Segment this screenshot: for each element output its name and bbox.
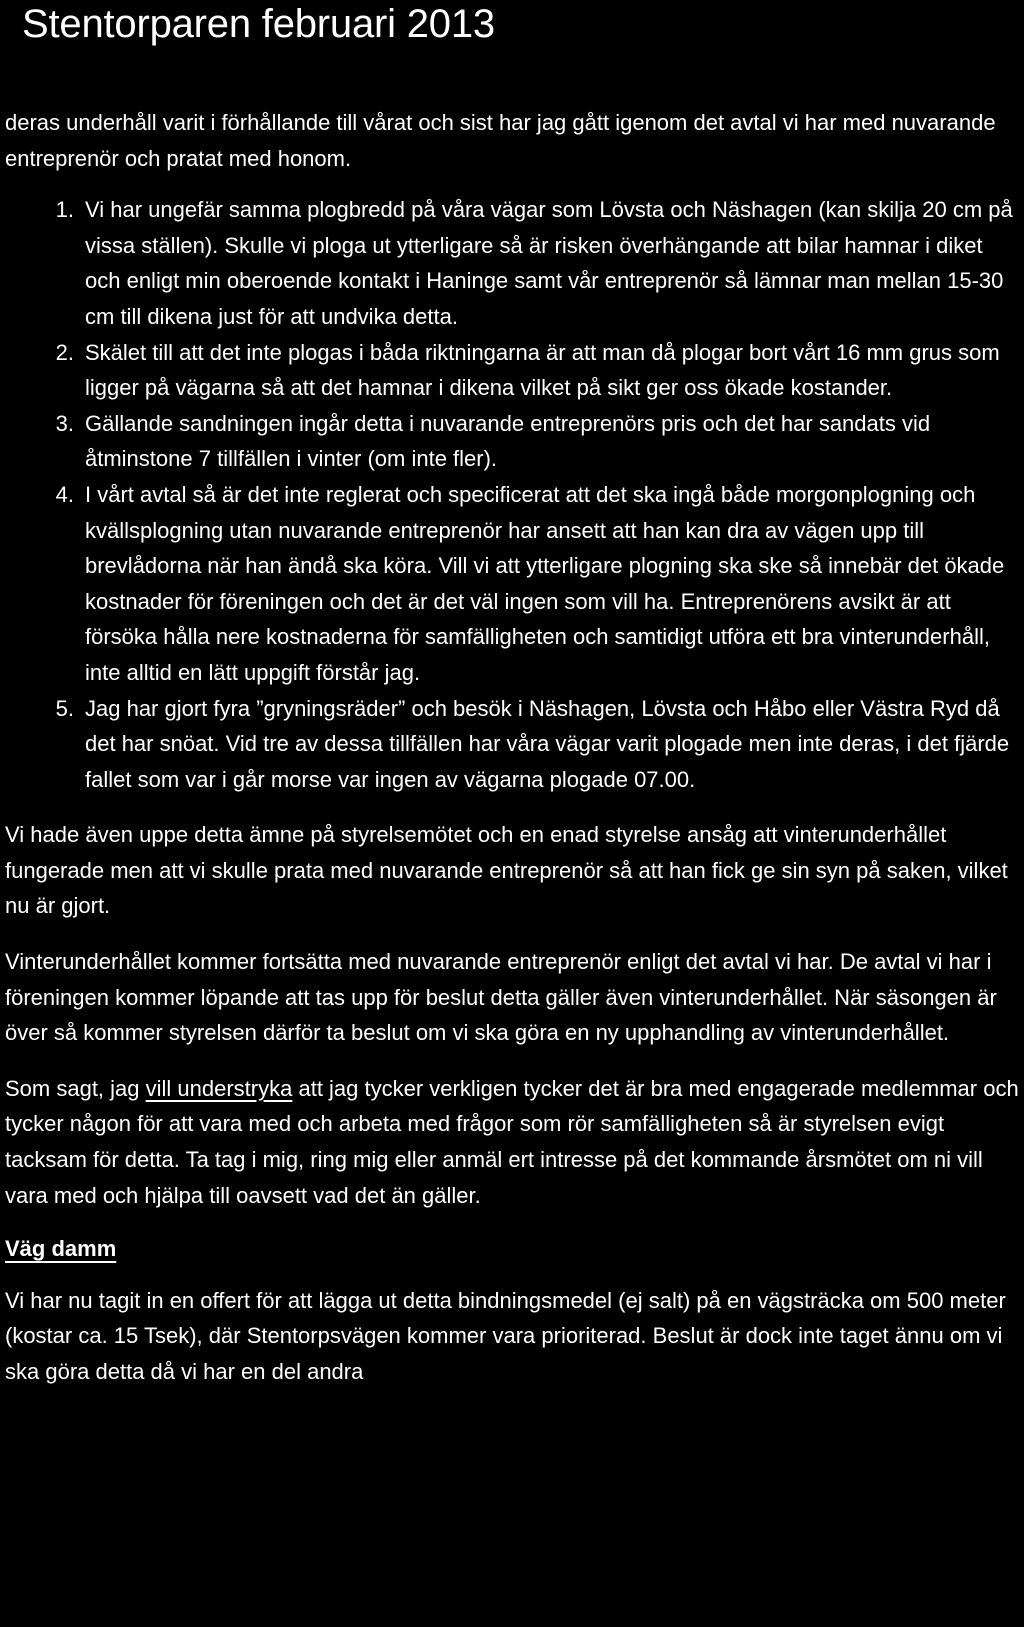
list-item: [5, 192, 1021, 334]
list-item: [5, 477, 1021, 691]
list-item-number: 5.: [55, 695, 74, 721]
list-item-text: Vi har ungefär samma plogbredd på våra vägar som Lövsta och Näshagen (kan skilja 20 cm på vissa ställen). Skulle vi ploga ut ytterligare så är risken överhängande att bilar hamnar i diket och enligt min oberoende kontakt i Haninge samt vår entreprenör så lämnar man mellan 15-30 cm till dikena just för att undvika detta.: [85, 197, 1013, 329]
underlined-phrase: vill understryka: [145, 1075, 293, 1101]
closing-text-end: att jag tycker verkligen tycker det är bra med engagerade medlemmar och tycker någon för att vara med och arbeta med frågor som rör samfälligheten så är styrelsen evigt tacksam för detta. Ta tag i mig, ring mig eller anmäl ert intresse på det kommande årsmötet om ni vill vara med och hjälpa till oavsett vad det än gäller.: [5, 1075, 1019, 1208]
list-item-number: 1.: [55, 197, 74, 223]
list-item: [5, 335, 1021, 406]
winter-maintenance-paragraph: Vinterunderhållet kommer fortsätta med nuvarande entreprenör enligt det avtal vi har. De avtal vi har i föreningen kommer löpande att tas upp för beslut detta gäller även vinterunderhållet. När säsongen är över så kommer styrelsen därför ta beslut om vi ska göra en ny upphandling av vinterunderhållet.: [5, 949, 997, 1046]
numbered-list: [5, 192, 1021, 797]
list-item-text: I vårt avtal så är det inte reglerat och specificerat att det ska ingå både morgonplogning och kvällsplogning utan nuvarande entreprenör har ansett att han kan dra av vägen upp till brevlådorna när han ändå ska köra. Vill vi att ytterligare plogning ska ske så innebär det ökade kostnader för föreningen och det är det väl ingen som vill ha. Entreprenörens avsikt är att försöka hålla nere kostnaderna för samfälligheten och samtidigt utföra ett bra vinterunderhåll, inte alltid en lätt uppgift förstår jag.: [85, 481, 1005, 685]
list-item: [5, 691, 1021, 798]
page-title: Stentorparen februari 2013: [22, 2, 495, 46]
closing-text-start: Som sagt, jag: [5, 1075, 146, 1101]
road-dust-paragraph: Vi har nu tagit in en offert för att lägga ut detta bindningsmedel (ej salt) på en vägsträcka om 500 meter (kostar ca. 15 Tsek), där Stentorpsvägen kommer vara prioriterad. Beslut är dock inte taget ännu om vi ska göra detta då vi har en del andra: [5, 1287, 1006, 1384]
list-item-number: 2.: [55, 339, 74, 365]
board-paragraph: Vi hade även uppe detta ämne på styrelsemötet och en enad styrelse ansåg att vinterunderhållet fungerade men att vi skulle prata med nuvarande entreprenör så att han fick ge sin syn på saken, vilket nu är gjort.: [5, 822, 1008, 919]
list-item-number: 3.: [55, 410, 74, 436]
list-item-number: 4.: [55, 481, 74, 507]
list-item-text: Skälet till att det inte plogas i båda riktningarna är att man då plogar bort vårt 16 mm grus som ligger på vägarna så att det hamnar i dikena vilket på sikt ger oss ökade kostander.: [85, 339, 1000, 401]
closing-paragraph: [5, 1071, 1021, 1213]
document-body: [5, 105, 1021, 1390]
list-item: [5, 406, 1021, 477]
intro-paragraph: deras underhåll varit i förhållande till vårat och sist har jag gått igenom det avtal vi har med nuvarande entreprenör och pratat med honom.: [5, 110, 996, 171]
section-heading-road-dust: Väg damm: [5, 1236, 117, 1262]
list-item-text: Gällande sandningen ingår detta i nuvarande entreprenörs pris och det har sandats vid åtminstone 7 tillfällen i vinter (om inte fler).: [85, 410, 931, 472]
list-item-text: Jag har gjort fyra ”gryningsräder” och besök i Näshagen, Lövsta och Håbo eller Västra Ryd då det har snöat. Vid tre av dessa tillfällen har våra vägar varit plogade men inte deras, i det fjärde fallet som var i går morse var ingen av vägarna plogade 07.00.: [85, 695, 1010, 792]
